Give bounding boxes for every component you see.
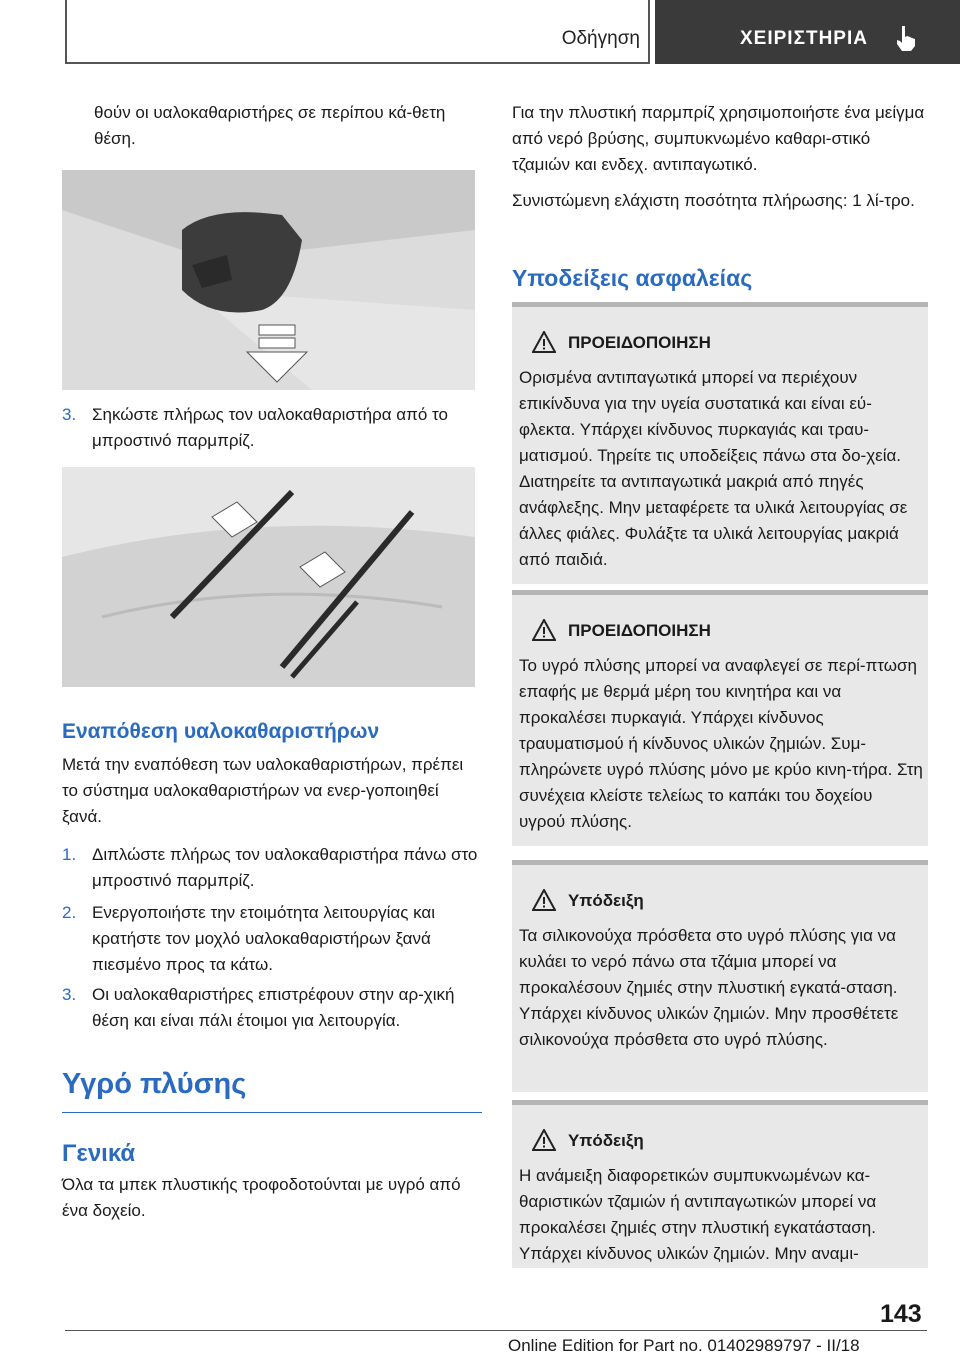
edition-label: Online Edition for Part no. 01402989797 - II/18 xyxy=(508,1336,860,1355)
step-text: Οι υαλοκαθαριστήρες επιστρέφουν στην αρ-χική θέση και είναι πάλι έτοιμοι για λειτουργία. xyxy=(92,985,455,1030)
page-number: 143 xyxy=(880,1300,922,1328)
wiper-lift-image xyxy=(62,170,475,390)
warning-triangle-icon xyxy=(532,889,556,911)
warning-triangle-icon xyxy=(532,331,556,353)
step-number: 2. xyxy=(62,903,77,922)
warning-box-1: ΠΡΟΕΙΔΟΠΟΙΗΣΗ Ορισμένα αντιπαγωτικά μπορεί να περιέχουν επικίνδυνα για την υγεία συστατικά και είναι εύ-φλεκτα. Υπάρχει κίνδυνος πυρκαγιάς και τραυ-ματισμού. Τηρείτε τις υποδείξεις πάνω στα δο-χεία. Διατηρείτε τα αντιπαγωτικά μακριά από πηγές ανάφλεξης. Μην μεταφέρετε τα υλικά λειτουργίας σε άλλες φιάλες. Φυλάξτε τα υλικά λειτουργίας μακριά από παιδιά. xyxy=(512,302,928,584)
wiper-fold-image xyxy=(62,467,475,687)
safety-heading: Υποδείξεις ασφαλείας xyxy=(512,265,753,291)
footer-rule xyxy=(65,1330,927,1331)
warning-text: Ορισμένα αντιπαγωτικά μπορεί να περιέχουν επικίνδυνα για την υγεία συστατικά και είναι εύ-φλεκτα. Υπάρχει κίνδυνος πυρκαγιάς και τραυ-ματισμού. Τηρείτε τις υποδείξεις πάνω στα δο-χεία. Διατηρείτε τα αντιπαγωτικά μακριά από πηγές ανάφλεξης. Μην μεταφέρετε τα υλικά λειτουργίας σε άλλες φιάλες. Φυλάξτε τα υλικά λειτουργίας μακριά από παιδιά. xyxy=(519,368,908,569)
intro-text: θούν οι υαλοκαθαριστήρες σε περίπου κά-θετη θέση. xyxy=(94,103,446,148)
general-heading: Γενικά xyxy=(62,1140,136,1167)
warning-triangle-icon xyxy=(532,619,556,641)
general-text: Όλα τα μπεκ πλυστικής τροφοδοτούνται με υγρό από ένα δοχείο. xyxy=(62,1175,461,1220)
chapter-title: ΧΕΙΡΙΣΤΗΡΙΑ xyxy=(740,28,868,49)
step-text: Σηκώστε πλήρως τον υαλοκαθαριστήρα από το μπροστινό παρμπρίζ. xyxy=(92,405,448,450)
step-number: 3. xyxy=(62,405,77,424)
warning-box-2: ΠΡΟΕΙΔΟΠΟΙΗΣΗ Το υγρό πλύσης μπορεί να αναφλεγεί σε περί-πτωση επαφής με θερμά μέρη του κινητήρα και να προκαλέσει πυρκαγιά. Υπάρχει κίνδυνος τραυματισμού ή κίνδυνος υλικών ζημιών. Συμ-πληρώνετε υγρό πλύσης μόνο με κρύο κινη-τήρα. Στη συνέχεια κλείστε τελείως το καπάκι του δοχείου υγρού πλύσης. xyxy=(512,590,928,846)
notice-box-2: Υπόδειξη Η ανάμειξη διαφορετικών συμπυκνωμένων κα-θαριστικών τζαμιών ή αντιπαγωτικών μπορεί να προκαλέσει ζημιές στην πλυστική εγκατάσταση. Υπάρχει κίνδυνος υλικών ζημιών. Μην αναμι- xyxy=(512,1100,928,1268)
hand-pointer-icon xyxy=(893,24,919,52)
warning-triangle-icon xyxy=(532,1129,556,1151)
section-label: Οδήγηση xyxy=(561,28,640,49)
mix-text: Για την πλυστική παρμπρίζ χρησιμοποιήστε ένα μείγμα από νερό βρύσης, συμπυκνωμένο καθαρι-στικό τζαμιών και ενδεχ. αντιπαγωτικό. xyxy=(512,103,925,174)
notice-text: Η ανάμειξη διαφορετικών συμπυκνωμένων κα-θαριστικών τζαμιών ή αντιπαγωτικών μπορεί να προκαλέσει ζημιές στην πλυστική εγκατάσταση. Υπάρχει κίνδυνος υλικών ζημιών. Μην αναμι- xyxy=(519,1166,877,1263)
washer-fluid-heading: Υγρό πλύσης xyxy=(62,1068,247,1100)
step-number: 3. xyxy=(62,985,77,1004)
step-number: 1. xyxy=(62,845,77,864)
notice-box-1: Υπόδειξη Τα σιλικονούχα πρόσθετα στο υγρό πλύσης για να κυλάει το νερό πάνω στα τζάμια μπορεί να προκαλέσουν ζημιές στην πλυστική εγκατά-σταση. Υπάρχει κίνδυνος υλικών ζημιών. Μην προσθέτετε σιλικονούχα πρόσθετα στο υγρό πλύσης. xyxy=(512,860,928,1092)
deposit-heading: Εναπόθεση υαλοκαθαριστήρων xyxy=(62,720,380,743)
heading-rule xyxy=(62,1112,482,1113)
notice-text: Τα σιλικονούχα πρόσθετα στο υγρό πλύσης για να κυλάει το νερό πάνω στα τζάμια μπορεί να προκαλέσουν ζημιές στην πλυστική εγκατά-σταση. Υπάρχει κίνδυνος υλικών ζημιών. Μην προσθέτετε σιλικονούχα πρόσθετα στο υγρό πλύσης. xyxy=(519,926,899,1049)
step-text: Διπλώστε πλήρως τον υαλοκαθαριστήρα πάνω στο μπροστινό παρμπρίζ. xyxy=(92,845,478,890)
fill-quantity-text: Συνιστώμενη ελάχιστη ποσότητα πλήρωσης: 1 λί-τρο. xyxy=(512,191,915,210)
step-text: Ενεργοποιήστε την ετοιμότητα λειτουργίας και κρατήστε τον μοχλό υαλοκαθαριστήρων ξανά πιεσμένο προς τα κάτω. xyxy=(92,903,436,974)
warning-text: Το υγρό πλύσης μπορεί να αναφλεγεί σε περί-πτωση επαφής με θερμά μέρη του κινητήρα και να προκαλέσει πυρκαγιά. Υπάρχει κίνδυνος τραυματισμού ή κίνδυνος υλικών ζημιών. Συμ-πληρώνετε υγρό πλύσης μόνο με κρύο κινη-τήρα. Στη συνέχεια κλείστε τελείως το καπάκι του δοχείου υγρού πλύσης. xyxy=(519,656,923,831)
deposit-text: Μετά την εναπόθεση των υαλοκαθαριστήρων, πρέπει το σύστημα υαλοκαθαριστήρων να ενερ-γοποιηθεί ξανά. xyxy=(62,755,464,826)
